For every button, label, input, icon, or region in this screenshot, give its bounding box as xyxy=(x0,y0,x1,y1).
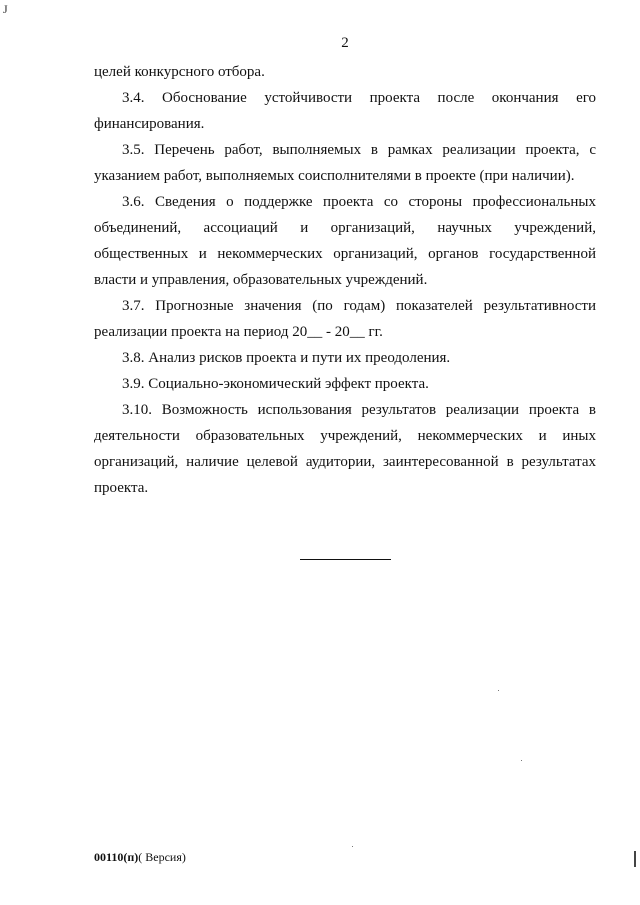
scan-edge-mark xyxy=(634,851,636,867)
corner-mark: J xyxy=(3,2,8,16)
end-divider-line xyxy=(300,559,391,560)
paragraph-3-9: 3.9. Социально-экономический эффект проекта. xyxy=(122,376,429,392)
paragraph-3-10: 3.10. Возможность использования результатов реализации проекта в деятельности образовательных учреждений, некоммерческих и иных организаций, наличие целевой аудитории, заинтересованной в результатах проекта. xyxy=(94,402,596,496)
paragraph-3-7: 3.7. Прогнозные значения (по годам) показателей результативности реализации проекта на период 20__ - 20__ гг. xyxy=(94,298,596,340)
footer-document-code xyxy=(94,850,186,865)
footer-code: 00110(п) xyxy=(94,850,139,864)
scan-speck xyxy=(352,846,353,847)
paragraph-3-6: 3.6. Сведения о поддержке проекта со стороны профессиональных объединений, ассоциаций и организаций, научных учреждений, общественных и некоммерческих организаций, органов государственной власти и управления, образовательных учреждений. xyxy=(94,194,596,288)
paragraph-3-5: 3.5. Перечень работ, выполняемых в рамках реализации проекта, с указанием работ, выполняемых соисполнителями в проекте (при наличии). xyxy=(94,142,596,184)
paragraph-continuation: целей конкурсного отбора. xyxy=(94,64,265,80)
scan-speck xyxy=(498,690,499,691)
scan-speck xyxy=(521,760,522,761)
footer-version: ( Версия) xyxy=(138,850,186,864)
paragraph-3-8: 3.8. Анализ рисков проекта и пути их преодоления. xyxy=(122,350,451,366)
page-number: 2 xyxy=(341,35,349,51)
paragraph-3-4: 3.4. Обоснование устойчивости проекта после окончания его финансирования. xyxy=(94,90,596,132)
body-text xyxy=(94,59,596,501)
